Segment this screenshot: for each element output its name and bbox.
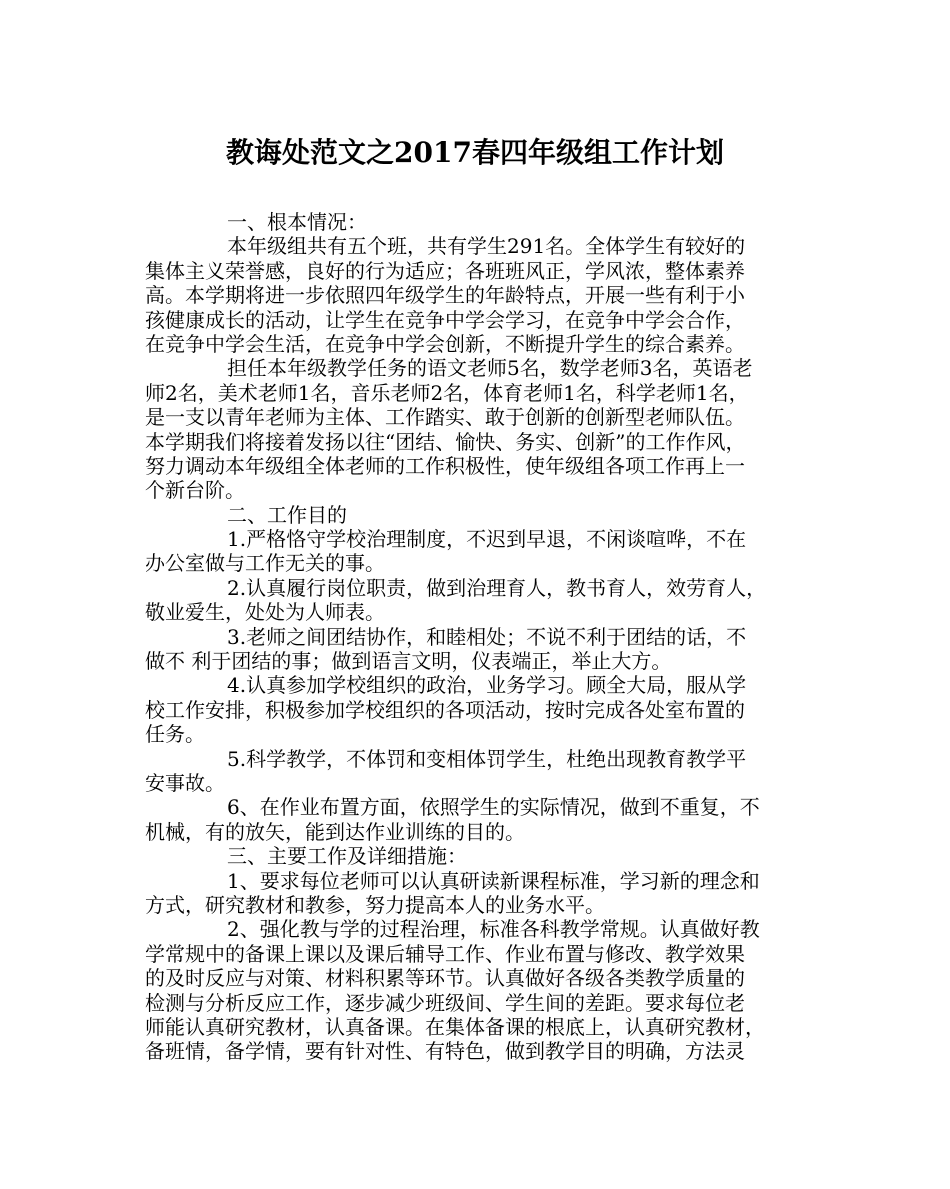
- document-title: 教诲处范文之2017春四年级组工作计划: [226, 136, 724, 169]
- text-line: 孩健康成长的活动，让学生在竞争中学会学习，在竞争中学会合作，: [145, 307, 745, 332]
- text-line: 机械，有的放矢，能到达作业训练的目的。: [145, 819, 525, 844]
- text-line: 办公室做与工作无关的事。: [145, 551, 385, 576]
- text-line: 安事故。: [145, 770, 225, 795]
- text-line: 2.认真履行岗位职责，做到治理育人，教书育人，效劳育人，: [227, 575, 767, 600]
- text-line: 6、在作业布置方面，依照学生的实际情况，做到不重复，不: [227, 795, 760, 820]
- text-line: 师能认真研究教材，认真备课。在集体备课的根底上，认真研究教材，: [145, 1014, 765, 1039]
- text-line: 检测与分析反应工作，逐步减少班级间、学生间的差距。要求每位老: [145, 990, 745, 1015]
- text-line: 1、要求每位老师可以认真研读新课程标准，学习新的理念和: [227, 868, 760, 893]
- text-line: 4.认真参加学校组织的政治，业务学习。顾全大局，服从学: [227, 673, 747, 698]
- text-line: 集体主义荣誉感，良好的行为适应；各班班风正，学风浓，整体素养: [145, 258, 745, 283]
- text-line: 个新台阶。: [145, 478, 245, 503]
- text-line: 高。本学期将进一步依照四年级学生的年龄特点，开展一些有利于小: [145, 283, 745, 308]
- text-line: 努力调动本年级组全体老师的工作积极性，使年级组各项工作再上一: [145, 453, 745, 478]
- text-line: 是一支以青年老师为主体、工作踏实、敢于创新的创新型老师队伍。: [145, 405, 745, 430]
- text-line: 校工作安排，积极参加学校组织的各项活动，按时完成各处室布置的: [145, 697, 745, 722]
- text-line: 任务。: [145, 722, 205, 747]
- text-line: 敬业爱生，处处为人师表。: [145, 600, 385, 625]
- text-line: 一、根本情况：: [227, 210, 367, 234]
- text-line: 二、工作目的: [227, 502, 347, 527]
- document-body: [145, 210, 813, 1064]
- text-line: 担任本年级教学任务的语文老师5名，数学老师3名，英语老: [227, 356, 753, 381]
- text-line: 做不 利于团结的事；做到语言文明，仪表端正，举止大方。: [145, 649, 672, 674]
- text-line: 1.严格恪守学校治理制度，不迟到早退，不闲谈喧哗，不在: [227, 527, 747, 552]
- text-line: 2、强化教与学的过程治理，标准各科教学常规。认真做好教: [227, 917, 760, 942]
- text-line: 3.老师之间团结协作，和睦相处；不说不利于团结的话，不: [227, 624, 747, 649]
- text-line: 本学期我们将接着发扬以往“团结、愉快、务实、创新”的工作作风，: [145, 429, 746, 454]
- text-line: 学常规中的备课上课以及课后辅导工作、作业布置与修改、教学效果: [145, 941, 745, 966]
- text-line: 方式，研究教材和教参，努力提高本人的业务水平。: [145, 892, 605, 917]
- text-line: 备班情，备学情，要有针对性、有特色，做到教学目的明确，方法灵: [145, 1039, 745, 1064]
- text-line: 5.科学教学，不体罚和变相体罚学生，杜绝出现教育教学平: [227, 746, 747, 771]
- text-line: 本年级组共有五个班，共有学生291名。全体学生有较好的: [227, 234, 746, 259]
- text-line: 在竞争中学会生活，在竞争中学会创新，不断提升学生的综合素养。: [145, 331, 745, 356]
- text-line: 三、主要工作及详细措施：: [227, 844, 467, 869]
- text-line: 师2名，美术老师1名，音乐老师2名，体育老师1名，科学老师1名，: [145, 380, 749, 405]
- text-line: 的及时反应与对策、材料积累等环节。认真做好各级各类教学质量的: [145, 966, 745, 991]
